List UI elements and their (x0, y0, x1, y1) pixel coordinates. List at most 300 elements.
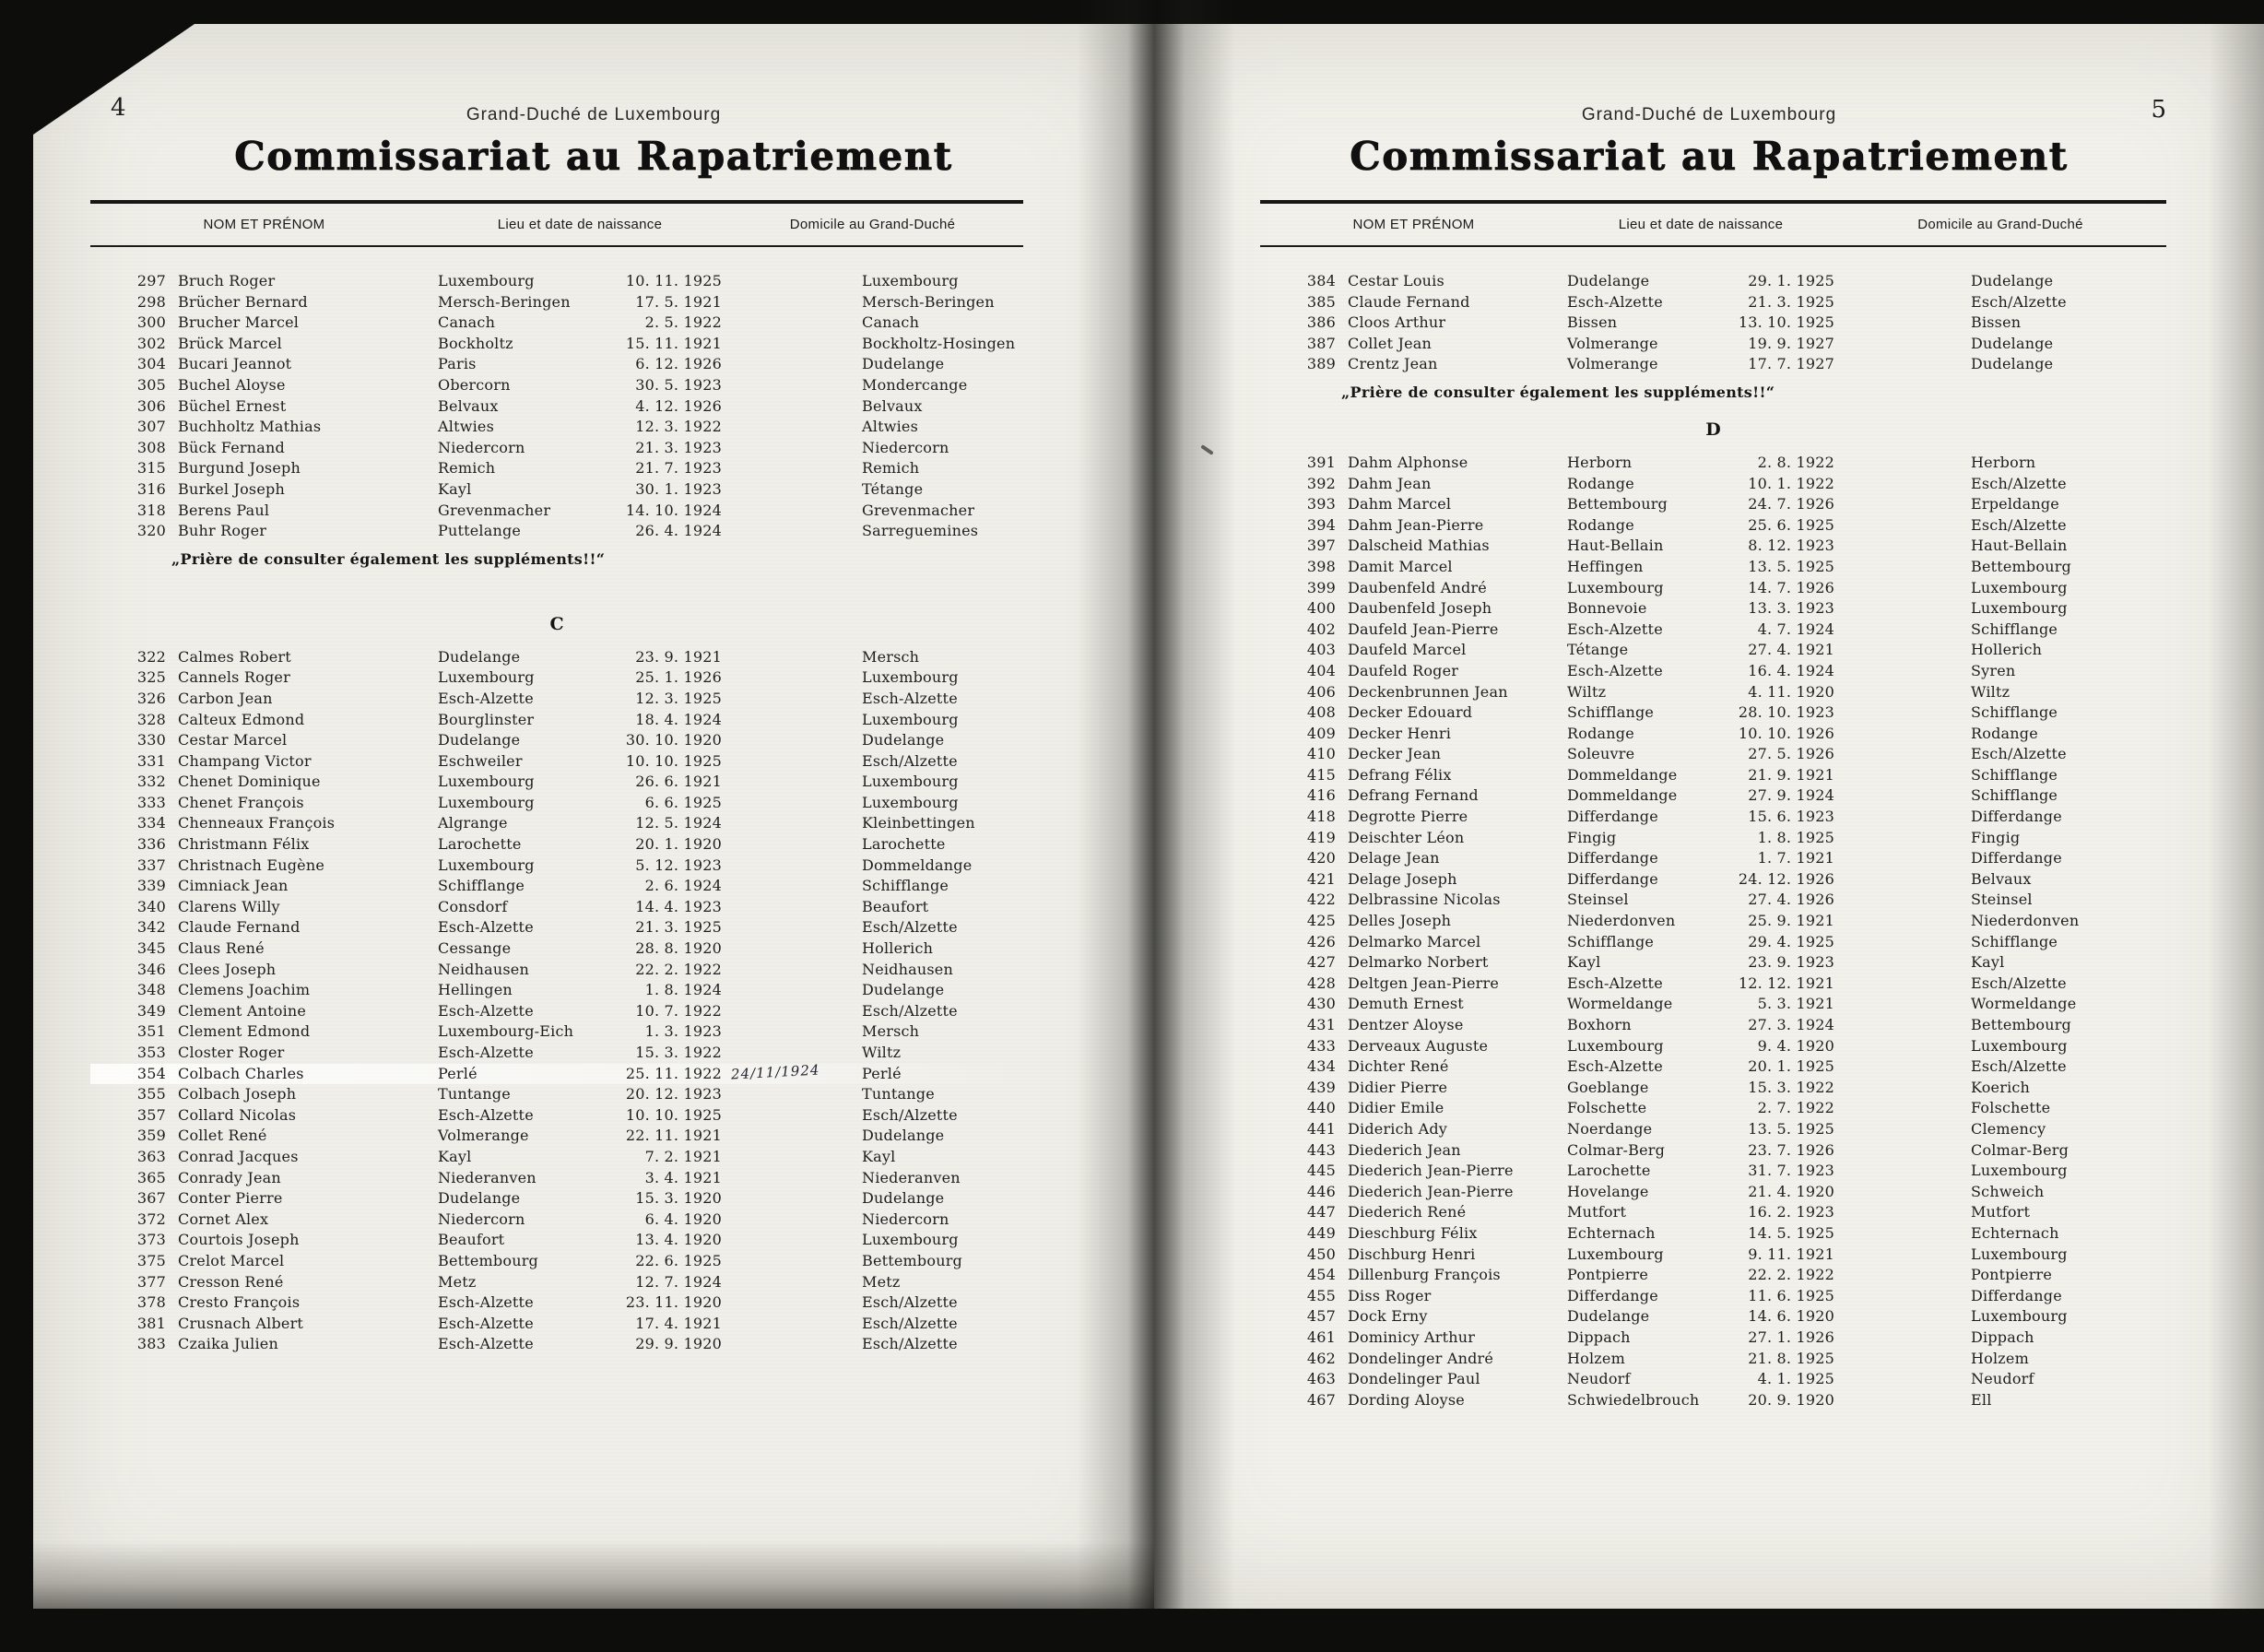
person-name: Dieschburg Félix (1348, 1223, 1478, 1242)
birth-date: 24. 12. 1926 (1738, 869, 1834, 888)
birth-place: Schifflange (438, 877, 525, 895)
person-name: Crelot Marcel (178, 1251, 285, 1269)
domicile: Dudelange (862, 1127, 945, 1145)
row-number: 339 (136, 877, 166, 895)
person-name: Defrang Félix (1348, 765, 1452, 784)
birth-place: Esch-Alzette (1567, 1057, 1663, 1076)
domicile: Beaufort (862, 897, 929, 915)
row-number: 439 (1306, 1078, 1336, 1096)
row-number: 298 (136, 292, 166, 311)
birth-place: Fingig (1567, 828, 1617, 846)
row-number: 330 (136, 731, 166, 749)
table-row (1260, 494, 2166, 515)
person-name: Cresto François (178, 1293, 301, 1312)
table-row (1260, 848, 2166, 869)
birth-date: 15. 3. 1920 (635, 1189, 722, 1208)
person-name: Delbrassine Nicolas (1348, 891, 1501, 909)
person-name: Cimniack Jean (178, 877, 289, 895)
table-row (1260, 807, 2166, 828)
row-number: 419 (1306, 828, 1336, 846)
person-name: Diderich Ady (1348, 1119, 1448, 1138)
birth-place: Differdange (1567, 808, 1658, 826)
row-number: 337 (136, 856, 166, 874)
domicile: Esch/Alzette (862, 1001, 958, 1020)
birth-date: 23. 9. 1923 (1748, 953, 1834, 972)
domicile: Esch/Alzette (1971, 1057, 2067, 1076)
row-number: 397 (1306, 537, 1336, 555)
row-number: 463 (1306, 1370, 1336, 1388)
birth-place: Luxembourg-Eich (438, 1022, 574, 1041)
row-number: 304 (136, 355, 166, 373)
birth-date: 23. 11. 1920 (625, 1293, 722, 1312)
birth-date: 25. 9. 1921 (1748, 912, 1834, 930)
row-number: 420 (1306, 849, 1336, 867)
domicile: Niederdonven (1971, 912, 2080, 930)
person-name: Crusnach Albert (178, 1314, 304, 1332)
table-row (90, 834, 1023, 856)
birth-place: Cessange (438, 939, 512, 958)
person-name: Brücher Bernard (178, 292, 308, 311)
person-name: Chenneaux François (178, 814, 336, 832)
person-name: Cannels Roger (178, 668, 290, 687)
birth-place: Niederdonven (1567, 912, 1676, 930)
table-row (90, 1126, 1023, 1147)
birth-place: Differdange (1567, 869, 1658, 888)
birth-date: 25. 11. 1922 (625, 1064, 722, 1082)
birth-place: Dudelange (438, 731, 521, 749)
row-number: 406 (1306, 682, 1336, 701)
domicile: Esch/Alzette (862, 1105, 958, 1124)
person-name: Claus René (178, 939, 265, 958)
person-name: Deckenbrunnen Jean (1348, 682, 1508, 701)
table-row (90, 292, 1023, 313)
person-name: Calmes Robert (178, 647, 291, 666)
domicile: Herborn (1971, 453, 2036, 471)
birth-date: 9. 11. 1921 (1748, 1245, 1834, 1263)
birth-date: 23. 9. 1921 (635, 647, 722, 666)
birth-place: Niederanven (438, 1168, 537, 1186)
domicile: Altwies (862, 418, 918, 436)
birth-place: Luxembourg (1567, 1036, 1664, 1055)
birth-date: 29. 4. 1925 (1748, 932, 1834, 950)
row-number: 394 (1306, 515, 1336, 534)
birth-place: Pontpierre (1567, 1266, 1649, 1284)
person-name: Delmarko Norbert (1348, 953, 1489, 972)
person-name: Bruch Roger (178, 272, 276, 289)
table-row (90, 751, 1023, 773)
table-row (1260, 932, 2166, 953)
person-name: Conrady Jean (178, 1168, 281, 1186)
birth-date: 26. 4. 1924 (635, 522, 722, 540)
domicile: Esch/Alzette (1971, 474, 2067, 492)
domicile: Larochette (862, 835, 946, 854)
birth-place: Belvaux (438, 396, 499, 415)
domicile: Schifflange (1971, 932, 2058, 950)
domicile: Wiltz (1971, 682, 2010, 701)
birth-place: Goeblange (1567, 1078, 1649, 1096)
section-letter: D (1705, 419, 1721, 440)
table-row (1260, 1286, 2166, 1307)
table-row (90, 647, 1023, 668)
row-number: 336 (136, 835, 166, 854)
header-rule-thin (1260, 245, 2166, 247)
birth-place: Larochette (1567, 1162, 1651, 1180)
table-row (90, 689, 1023, 710)
person-name: Damit Marcel (1348, 557, 1453, 575)
table-row (90, 667, 1023, 689)
domicile: Folschette (1971, 1099, 2051, 1117)
row-number: 348 (136, 981, 166, 999)
domicile: Dudelange (862, 981, 945, 999)
birth-date: 11. 6. 1925 (1748, 1286, 1834, 1304)
birth-date: 6. 6. 1925 (644, 793, 722, 811)
table-row (1260, 271, 2166, 292)
domicile: Dippach (1971, 1328, 2034, 1346)
column-header-birth: Lieu et date de naissance (1618, 217, 1784, 232)
person-name: Dondelinger Paul (1348, 1370, 1480, 1388)
birth-date: 22. 6. 1925 (635, 1251, 722, 1269)
birth-place: Larochette (438, 835, 522, 854)
birth-place: Steinsel (1567, 891, 1629, 909)
birth-date: 1. 8. 1924 (644, 981, 722, 999)
birth-place: Canach (438, 313, 496, 332)
person-name: Burkel Joseph (178, 479, 285, 498)
birth-date: 14. 4. 1923 (635, 897, 722, 915)
table-row (90, 1334, 1023, 1355)
row-number: 308 (136, 438, 166, 456)
person-name: Diss Roger (1348, 1286, 1432, 1304)
domicile: Esch/Alzette (1971, 745, 2067, 763)
birth-place: Schwiedelbrouch (1567, 1390, 1700, 1409)
birth-date: 21. 3. 1923 (635, 438, 722, 456)
birth-date: 6. 4. 1920 (644, 1210, 722, 1228)
domicile: Ell (1971, 1390, 1992, 1409)
birth-date: 14. 10. 1924 (625, 501, 722, 519)
birth-date: 5. 3. 1921 (1757, 995, 1834, 1013)
person-name: Decker Edouard (1348, 703, 1473, 722)
person-name: Buhr Roger (178, 522, 267, 540)
row-number: 305 (136, 375, 166, 394)
table-row (1260, 682, 2166, 703)
birth-place: Paris (438, 355, 477, 373)
person-name: Daubenfeld André (1348, 578, 1487, 596)
birth-place: Wiltz (1567, 682, 1607, 701)
row-number: 467 (1306, 1390, 1336, 1409)
person-name: Buchel Aloyse (178, 375, 286, 394)
person-name: Dahm Alphonse (1348, 453, 1468, 471)
birth-place: Esch-Alzette (438, 1314, 534, 1332)
person-name: Delage Joseph (1348, 869, 1457, 888)
table-row (90, 1147, 1023, 1168)
person-name: Chenet François (178, 793, 304, 811)
person-name: Dominicy Arthur (1348, 1328, 1476, 1346)
birth-date: 12. 3. 1922 (635, 418, 722, 436)
domicile: Dudelange (1971, 334, 2054, 352)
row-number: 408 (1306, 703, 1336, 722)
birth-place: Grevenmacher (438, 501, 551, 519)
birth-date: 28. 10. 1923 (1738, 703, 1834, 722)
row-number: 385 (1306, 292, 1336, 311)
domicile: Esch/Alzette (1971, 292, 2067, 311)
table-row (1260, 994, 2166, 1015)
person-name: Dahm Jean (1348, 474, 1432, 492)
table-row (90, 1230, 1023, 1251)
birth-place: Metz (438, 1272, 477, 1291)
birth-date: 5. 12. 1923 (635, 856, 722, 874)
birth-date: 27. 5. 1926 (1748, 745, 1834, 763)
table-row (90, 1105, 1023, 1127)
table-row (1260, 1369, 2166, 1390)
birth-date: 10. 7. 1922 (635, 1001, 722, 1020)
birth-date: 12. 3. 1925 (635, 689, 722, 707)
row-number: 449 (1306, 1223, 1336, 1242)
row-number: 445 (1306, 1162, 1336, 1180)
table-row (90, 1272, 1023, 1293)
person-name: Didier Emile (1348, 1099, 1444, 1117)
row-number: 427 (1306, 953, 1336, 972)
birth-place: Luxembourg (1567, 1245, 1664, 1263)
domicile: Fingig (1971, 828, 2021, 846)
row-number: 418 (1306, 808, 1336, 826)
person-name: Dahm Jean-Pierre (1348, 515, 1484, 534)
domicile: Dudelange (862, 1189, 945, 1208)
domicile: Tuntange (862, 1085, 935, 1103)
row-number: 433 (1306, 1036, 1336, 1055)
birth-place: Luxembourg (438, 773, 535, 791)
domicile: Metz (862, 1272, 901, 1291)
person-name: Delmarko Marcel (1348, 932, 1481, 950)
page-number: 4 (111, 94, 126, 122)
person-name: Deischter Léon (1348, 828, 1465, 846)
birth-date: 17. 7. 1927 (1748, 355, 1834, 373)
table-row (90, 1043, 1023, 1064)
birth-date: 10. 10. 1926 (1738, 724, 1834, 742)
row-number: 455 (1306, 1286, 1336, 1304)
birth-date: 17. 4. 1921 (635, 1314, 722, 1332)
birth-date: 22. 2. 1922 (635, 960, 722, 978)
birth-place: Esch-Alzette (438, 1105, 534, 1124)
birth-date: 21. 4. 1920 (1748, 1182, 1834, 1200)
row-number: 421 (1306, 869, 1336, 888)
birth-place: Obercorn (438, 375, 511, 394)
birth-place: Luxembourg (1567, 578, 1664, 596)
row-number: 300 (136, 313, 166, 332)
birth-place: Luxembourg (438, 272, 535, 289)
table-row (1260, 313, 2166, 334)
table-body (90, 271, 1023, 1355)
table-row (90, 730, 1023, 751)
table-row (90, 1001, 1023, 1022)
birth-place: Niedercorn (438, 1210, 525, 1228)
person-name: Dentzer Aloyse (1348, 1016, 1464, 1033)
person-name: Deltgen Jean-Pierre (1348, 974, 1499, 992)
person-name: Decker Henri (1348, 724, 1452, 742)
row-number: 440 (1306, 1099, 1336, 1117)
domicile: Luxembourg (862, 793, 959, 811)
birth-place: Esch-Alzette (438, 689, 534, 707)
birth-date: 26. 6. 1921 (635, 773, 722, 791)
birth-place: Bockholtz (438, 334, 513, 352)
table-row (1260, 1349, 2166, 1370)
column-header-name: NOM ET PRÉNOM (203, 217, 325, 232)
birth-place: Schifflange (1567, 932, 1655, 950)
table-row (1260, 1098, 2166, 1119)
row-number: 320 (136, 522, 166, 540)
table-row (1260, 292, 2166, 313)
birth-date: 7. 2. 1921 (644, 1147, 722, 1165)
row-number: 331 (136, 751, 166, 770)
row-number: 447 (1306, 1203, 1336, 1221)
birth-date: 15. 11. 1921 (625, 334, 722, 352)
table-row (1260, 1119, 2166, 1140)
person-name: Decker Jean (1348, 745, 1442, 763)
domicile: Mersch (862, 647, 920, 666)
domicile: Koerich (1971, 1078, 2031, 1096)
section-letter: C (549, 613, 564, 634)
birth-date: 2. 5. 1922 (644, 313, 722, 332)
table-row (90, 501, 1023, 522)
birth-date: 20. 1. 1920 (635, 835, 722, 854)
person-name: Collard Nicolas (178, 1105, 297, 1124)
domicile: Mersch-Beringen (862, 292, 995, 311)
row-number: 422 (1306, 891, 1336, 909)
row-number: 375 (136, 1251, 166, 1269)
domicile: Sarreguemines (862, 522, 979, 540)
domicile: Hollerich (862, 939, 934, 958)
domicile: Esch/Alzette (862, 1335, 958, 1353)
table-row (1260, 890, 2166, 911)
table-row (90, 1210, 1023, 1231)
row-number: 378 (136, 1293, 166, 1312)
birth-place: Tétange (1567, 641, 1629, 659)
domicile: Luxembourg (1971, 1036, 2068, 1055)
running-header: Grand-Duché de Luxembourg (466, 105, 722, 124)
domicile: Esch/Alzette (1971, 974, 2067, 992)
row-number: 342 (136, 918, 166, 937)
domicile: Bettembourg (1971, 1016, 2071, 1033)
table-row (1260, 1328, 2166, 1349)
birth-date: 15. 3. 1922 (1748, 1078, 1834, 1096)
row-number: 415 (1306, 765, 1336, 784)
birth-date: 13. 4. 1920 (635, 1231, 722, 1249)
domicile: Luxembourg (1971, 599, 2068, 618)
birth-date: 22. 2. 1922 (1748, 1266, 1834, 1284)
row-number: 318 (136, 501, 166, 519)
person-name: Calteux Edmond (178, 710, 305, 728)
page-title: Commissariat au Rapatriement (234, 134, 953, 179)
person-name: Bucari Jeannot (178, 355, 292, 373)
birth-date: 30. 5. 1923 (635, 375, 722, 394)
table-row (1260, 1161, 2166, 1182)
birth-place: Rodange (1567, 724, 1634, 742)
person-name: Champang Victor (178, 751, 312, 770)
table-row (1260, 1182, 2166, 1203)
table-row (1260, 661, 2166, 682)
birth-place: Rodange (1567, 515, 1634, 534)
domicile: Luxembourg (862, 668, 959, 687)
table-row (1260, 1140, 2166, 1162)
birth-place: Haut-Bellain (1567, 537, 1664, 555)
row-number: 355 (136, 1085, 166, 1103)
domicile: Esch/Alzette (862, 918, 958, 937)
table-area (1260, 200, 2166, 1410)
person-name: Diederich Jean-Pierre (1348, 1162, 1514, 1180)
table-row (90, 897, 1023, 918)
birth-place: Volmerange (1567, 355, 1658, 373)
table-row (90, 521, 1023, 542)
birth-place: Esch-Alzette (1567, 292, 1663, 311)
table-row (90, 479, 1023, 501)
birth-date: 29. 1. 1925 (1748, 272, 1834, 289)
table-row (1260, 536, 2166, 557)
table-row (90, 271, 1023, 292)
table-row (90, 417, 1023, 438)
person-name: Clemens Joachim (178, 981, 311, 999)
table-row (90, 313, 1023, 334)
birth-date: 6. 12. 1926 (635, 355, 722, 373)
birth-date: 27. 4. 1926 (1748, 891, 1834, 909)
person-name: Defrang Fernand (1348, 786, 1479, 805)
row-number: 328 (136, 710, 166, 728)
domicile: Bissen (1971, 313, 2022, 332)
row-number: 387 (1306, 334, 1336, 352)
birth-date: 1. 7. 1921 (1757, 849, 1834, 867)
birth-place: Soleuvre (1567, 745, 1635, 763)
table-row (90, 375, 1023, 396)
domicile: Tétange (862, 479, 924, 498)
table-row (1260, 1056, 2166, 1078)
domicile: Clemency (1971, 1119, 2046, 1138)
table-row (90, 396, 1023, 418)
birth-place: Beaufort (438, 1231, 505, 1249)
row-number: 386 (1306, 313, 1336, 332)
domicile: Neudorf (1971, 1370, 2034, 1388)
table-row (90, 813, 1023, 834)
birth-date: 4. 11. 1920 (1748, 682, 1834, 701)
person-name: Christnach Eugène (178, 856, 325, 874)
birth-place: Differdange (1567, 1286, 1658, 1304)
row-number: 409 (1306, 724, 1336, 742)
supplements-note: „Prière de consulter également les suppléments!!“ (1341, 383, 1775, 401)
person-name: Claude Fernand (1348, 292, 1470, 311)
birth-place: Dudelange (1567, 272, 1650, 289)
domicile: Canach (862, 313, 920, 332)
table-row (1260, 765, 2166, 786)
person-name: Crentz Jean (1348, 355, 1438, 373)
table-row (1260, 354, 2166, 375)
person-name: Didier Pierre (1348, 1078, 1448, 1096)
person-name: Courtois Joseph (178, 1231, 300, 1249)
birth-date: 29. 9. 1920 (635, 1335, 722, 1353)
birth-date: 10. 10. 1925 (625, 1105, 722, 1124)
domicile: Luxembourg (862, 1231, 959, 1249)
table-row (1260, 1390, 2166, 1411)
person-name: Dillenburg François (1348, 1266, 1501, 1284)
birth-place: Esch-Alzette (438, 1001, 534, 1020)
person-name: Dock Erny (1348, 1307, 1428, 1326)
person-name: Berens Paul (178, 501, 270, 519)
domicile: Mondercange (862, 375, 968, 394)
table-body (1260, 271, 2166, 1410)
table-row (1260, 1078, 2166, 1099)
table-row (90, 980, 1023, 1001)
birth-place: Consdorf (438, 897, 508, 915)
domicile: Kayl (862, 1147, 896, 1165)
person-name: Dondelinger André (1348, 1349, 1494, 1367)
birth-place: Folschette (1567, 1099, 1647, 1117)
table-row (90, 917, 1023, 938)
column-header-birth: Lieu et date de naissance (497, 217, 663, 232)
